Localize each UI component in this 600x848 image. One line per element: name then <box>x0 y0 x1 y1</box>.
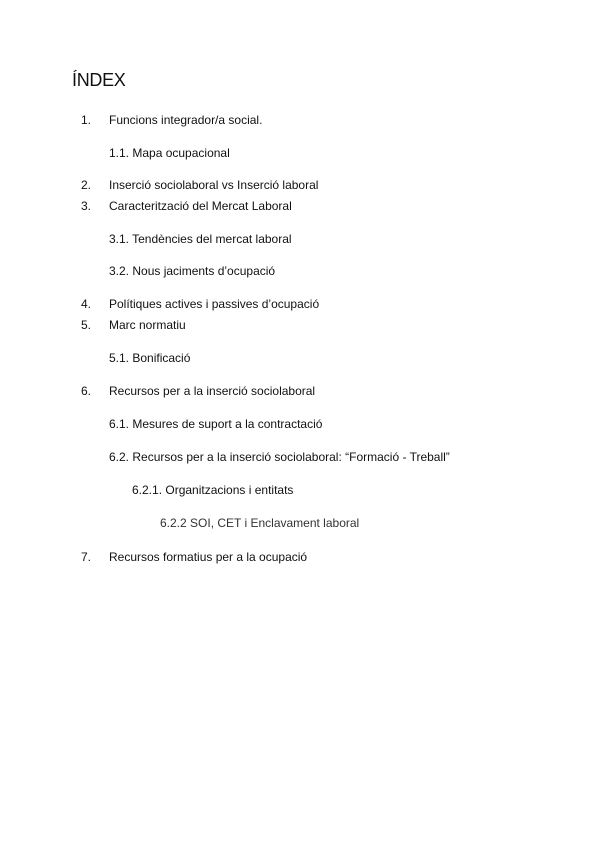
toc-number-6: 6. <box>81 384 92 398</box>
toc-item-6-1: 6.1. Mesures de suport a la contractació <box>109 417 323 431</box>
toc-item-5: Marc normatiu <box>109 318 186 332</box>
toc-item-1-1: 1.1. Mapa ocupacional <box>109 146 230 160</box>
toc-item-6-2-2: 6.2.2 SOI, CET i Enclavament laboral <box>160 516 360 530</box>
toc-item-3-1: 3.1. Tendències del mercat laboral <box>109 232 292 246</box>
toc-item-1: Funcions integrador/a social. <box>109 113 263 127</box>
toc-number-3: 3. <box>81 199 92 213</box>
page-title: ÍNDEX <box>72 70 126 90</box>
toc-number-2: 2. <box>81 178 92 192</box>
toc-item-4: Polítiques actives i passives d’ocupació <box>109 297 320 311</box>
toc-number-5: 5. <box>81 318 92 332</box>
toc-item-3-2: 3.2. Nous jaciments d’ocupació <box>109 264 276 278</box>
toc-item-3: Caracterització del Mercat Laboral <box>109 199 292 213</box>
toc-number-4: 4. <box>81 297 92 311</box>
toc-item-5-1: 5.1. Bonificació <box>109 351 191 365</box>
toc-item-6: Recursos per a la inserció sociolaboral <box>109 384 316 398</box>
toc-number-7: 7. <box>81 550 92 564</box>
toc-item-6-2: 6.2. Recursos per a la inserció sociolaboral: “Formació - Treball” <box>109 450 450 464</box>
toc-item-7: Recursos formatius per a la ocupació <box>109 550 308 564</box>
toc-item-6-2-1: 6.2.1. Organitzacions i entitats <box>132 483 294 497</box>
toc-number-1: 1. <box>81 113 92 127</box>
toc-item-2: Inserció sociolaboral vs Inserció laboral <box>109 178 319 192</box>
